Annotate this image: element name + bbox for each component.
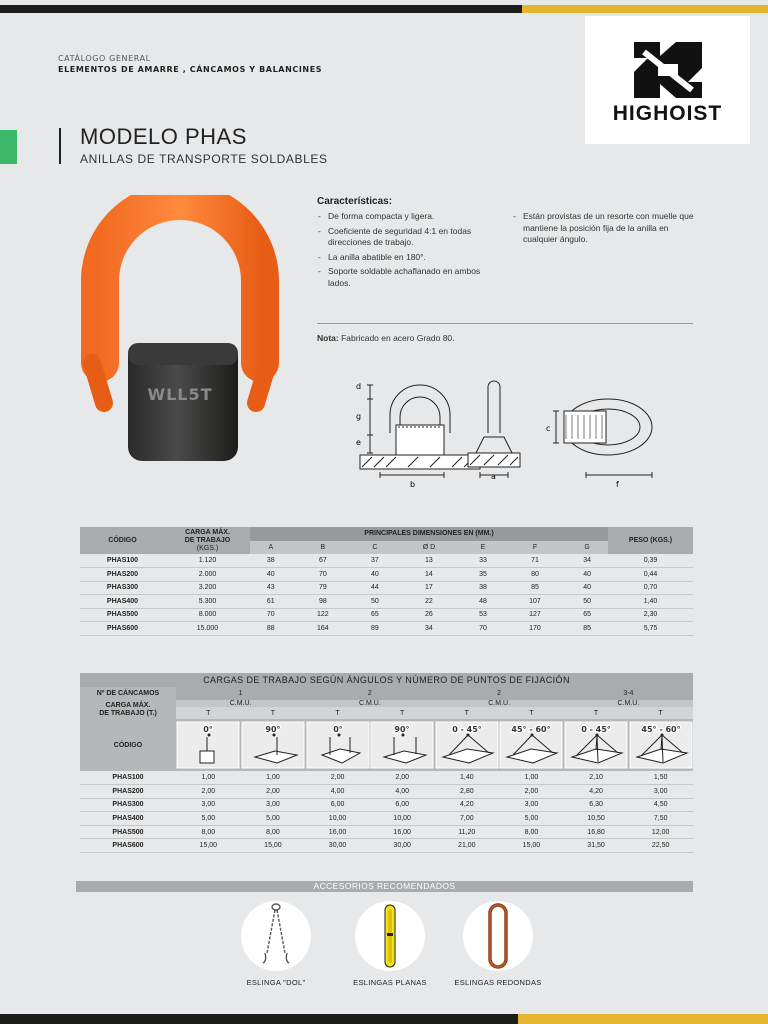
cell-load: 4,20: [564, 785, 629, 799]
cell-dim: 85: [566, 622, 608, 636]
angle-label: 90°: [265, 725, 281, 734]
cell-dim: 34: [566, 554, 608, 568]
col-weight: PESO (KGS.): [608, 527, 693, 554]
cell-load: 16,80: [564, 825, 629, 839]
cell-load: 15,00: [241, 839, 306, 853]
dim-col-f: F: [504, 541, 566, 555]
dim-label-e: e: [356, 438, 361, 447]
cell-weight: 0,44: [608, 568, 693, 582]
cell-dim: 35: [462, 568, 504, 582]
cell-dim: 22: [396, 595, 462, 609]
cmu-2: C.M.U.: [305, 700, 434, 707]
front-view: [360, 385, 480, 478]
cell-dim: 122: [292, 608, 354, 622]
cell-load: 1,00: [241, 771, 306, 785]
cell-code: PHAS400: [80, 595, 165, 609]
cell-dim: 34: [396, 622, 462, 636]
cell-load: 4,20: [435, 798, 500, 812]
cell-load: 2,00: [241, 785, 306, 799]
note-text: Fabricado en acero Grado 80.: [341, 333, 455, 343]
cell-dim: 50: [566, 595, 608, 609]
cell-load: 2.000: [165, 568, 250, 582]
cell-dim: 85: [504, 581, 566, 595]
catalog-line2: ELEMENTOS DE AMARRE , CÁNCAMOS Y BALANCINES: [58, 65, 323, 74]
angle-label: 0°: [332, 725, 343, 734]
cell-dim: 70: [462, 622, 504, 636]
unit-t: T: [241, 707, 306, 719]
cell-load: 3,00: [628, 785, 693, 799]
cell-dim: 67: [292, 554, 354, 568]
catalog-line1: CATÁLOGO GENERAL: [58, 54, 151, 63]
cell-load: 16,00: [370, 825, 435, 839]
count-1: 1: [176, 687, 305, 700]
angle-label: 90°: [394, 725, 410, 734]
cell-load: 4,00: [370, 785, 435, 799]
page-subtitle: ANILLAS DE TRANSPORTE SOLDABLES: [80, 152, 328, 166]
cell-dim: 61: [250, 595, 292, 609]
unit-t: T: [176, 707, 241, 719]
cell-dim: 40: [566, 568, 608, 582]
cell-weight: 0,39: [608, 554, 693, 568]
feature-item: - De forma compacta y ligera.: [318, 211, 498, 223]
side-view: [468, 381, 520, 478]
cell-code: PHAS400: [80, 812, 176, 826]
page-title: MODELO PHAS: [80, 124, 247, 149]
cell-dim: 13: [396, 554, 462, 568]
bottom-bar-accent: [518, 1014, 768, 1024]
cell-dim: 79: [292, 581, 354, 595]
cell-weight: 2,30: [608, 608, 693, 622]
cell-load: 31,50: [564, 839, 629, 853]
cell-dim: 48: [462, 595, 504, 609]
cell-load: 15,00: [499, 839, 564, 853]
dim-label-d: d: [356, 382, 362, 391]
cell-load: 2,80: [435, 785, 500, 799]
table-row: [80, 839, 693, 853]
cell-load: 22,50: [628, 839, 693, 853]
cell-load: 8,00: [499, 825, 564, 839]
loads-banner: CARGAS DE TRABAJO SEGÚN ÁNGULOS Y NÚMERO DE PUNTOS DE FIJACIÓN: [80, 673, 693, 687]
cell-load: 30,00: [370, 839, 435, 853]
cell-load: 3,00: [176, 798, 241, 812]
col-code: CÓDIGO: [80, 527, 165, 554]
row-label-count: Nº DE CÁNCAMOS: [80, 687, 176, 700]
feature-item: - Soporte soldable achaflanado en ambos lados.: [318, 266, 498, 289]
dim-col-c: C: [354, 541, 396, 555]
angle-pictogram: [305, 719, 370, 771]
cell-load: 8,00: [241, 825, 306, 839]
table-row: [80, 608, 693, 622]
cell-code: PHAS500: [80, 608, 165, 622]
table-row: [80, 785, 693, 799]
cell-code: PHAS100: [80, 771, 176, 785]
cell-code: PHAS300: [80, 581, 165, 595]
dim-col-b: B: [292, 541, 354, 555]
row-label-code: CÓDIGO: [80, 719, 176, 771]
cell-dim: 33: [462, 554, 504, 568]
col-load: [165, 527, 250, 554]
cell-load: 1.120: [165, 554, 250, 568]
table-row: [80, 825, 693, 839]
cell-weight: 1,40: [608, 595, 693, 609]
angle-pictogram: [499, 719, 564, 771]
cell-load: 5,00: [176, 812, 241, 826]
cell-dim: 107: [504, 595, 566, 609]
col-dimensions: PRINCIPALES DIMENSIONES EN (MM.): [250, 527, 608, 541]
cell-code: PHAS100: [80, 554, 165, 568]
cell-dim: 26: [396, 608, 462, 622]
angle-pictogram: [628, 719, 693, 771]
brand-name: HIGHOIST: [612, 102, 723, 125]
cell-dim: 89: [354, 622, 396, 636]
cell-dim: 50: [354, 595, 396, 609]
dim-label-b: b: [410, 480, 416, 489]
accessory-dol-sling[interactable]: [226, 901, 326, 987]
accessory-label: ESLINGAS PLANAS: [353, 978, 427, 987]
brand-logo: [585, 16, 750, 144]
cell-load: 10,00: [305, 812, 370, 826]
cell-load: 2,10: [564, 771, 629, 785]
cell-load: 2,00: [305, 771, 370, 785]
dim-col-e: E: [462, 541, 504, 555]
cell-dim: 127: [504, 608, 566, 622]
angle-label: 0°: [203, 725, 214, 734]
cell-load: 5,00: [241, 812, 306, 826]
note-divider: [317, 323, 693, 324]
cell-dim: 17: [396, 581, 462, 595]
dimension-diagram: [350, 375, 670, 494]
dim-col-g: G: [566, 541, 608, 555]
count-2a: 2: [305, 687, 434, 700]
note-label: Nota:: [317, 333, 339, 343]
table-row: [80, 595, 693, 609]
cell-load: 1,40: [435, 771, 500, 785]
cell-load: 15,00: [176, 839, 241, 853]
unit-t: T: [435, 707, 500, 719]
accessory-label: ESLINGA "DOL": [246, 978, 306, 987]
dimensions-table: [80, 527, 693, 636]
angle-label: 45° - 60°: [641, 725, 681, 734]
table-row: [80, 622, 693, 636]
cell-load: 8.000: [165, 608, 250, 622]
cmu-1: C.M.U.: [176, 700, 305, 707]
cell-code: PHAS600: [80, 839, 176, 853]
highoist-logo-icon: [630, 38, 706, 102]
cell-dim: 80: [504, 568, 566, 582]
cell-code: PHAS300: [80, 798, 176, 812]
cmu-3: C.M.U.: [435, 700, 564, 707]
cell-load: 4,00: [305, 785, 370, 799]
cell-code: PHAS200: [80, 785, 176, 799]
cell-load: 3.200: [165, 581, 250, 595]
cell-load: 30,00: [305, 839, 370, 853]
feature-item: - Están provistas de un resorte con muelle que mantiene la posición fija de la anilla en cualquier ángulo.: [513, 211, 698, 246]
cell-load: 1,00: [499, 771, 564, 785]
cell-load: 7,50: [628, 812, 693, 826]
cell-dim: 53: [462, 608, 504, 622]
cell-dim: 38: [250, 554, 292, 568]
angle-label: 0 - 45°: [581, 725, 611, 734]
cell-load: 1,00: [176, 771, 241, 785]
cell-dim: 98: [292, 595, 354, 609]
angle-pictogram: [564, 719, 629, 771]
catalog-header: [58, 53, 322, 75]
angle-pictogram: [241, 719, 306, 771]
unit-t: T: [499, 707, 564, 719]
col-load-line1: CARGA MÁX.: [185, 528, 230, 536]
dim-label-f: f: [616, 480, 619, 489]
cell-load: 6,30: [564, 798, 629, 812]
cell-code: PHAS200: [80, 568, 165, 582]
section-tab: [0, 130, 17, 164]
cell-load: 6,00: [370, 798, 435, 812]
cell-dim: 44: [354, 581, 396, 595]
cell-load: 4,50: [628, 798, 693, 812]
cell-load: 21,00: [435, 839, 500, 853]
accessory-round-sling[interactable]: [448, 901, 548, 987]
accessory-flat-sling[interactable]: [340, 901, 440, 987]
row-label-load: [80, 700, 176, 719]
features-list-1: [318, 211, 498, 292]
load-line2: DE TRABAJO (T.): [99, 709, 157, 717]
table-row: [80, 554, 693, 568]
unit-t: T: [305, 707, 370, 719]
cell-dim: 170: [504, 622, 566, 636]
cell-load: 5.300: [165, 595, 250, 609]
cell-dim: 40: [566, 581, 608, 595]
cell-dim: 164: [292, 622, 354, 636]
cell-load: 2,00: [370, 771, 435, 785]
angle-label: 45° - 60°: [511, 725, 552, 734]
cell-load: 11,20: [435, 825, 500, 839]
cell-dim: 65: [354, 608, 396, 622]
features-title: Características:: [317, 196, 393, 207]
cell-weight: 5,75: [608, 622, 693, 636]
top-bar: [0, 5, 768, 13]
cell-dim: 65: [566, 608, 608, 622]
col-load-line3: (KGS.): [196, 544, 219, 552]
working-loads-table: [80, 673, 693, 853]
dim-label-a: a: [491, 472, 496, 481]
table-row: [80, 771, 693, 785]
chain-sling-icon: [241, 901, 311, 971]
table-row: [80, 568, 693, 582]
angle-pictogram: [370, 719, 435, 771]
load-line1: CARGA MÁX.: [105, 701, 151, 709]
product-stamp: WLL5T: [147, 385, 213, 404]
cell-load: 16,00: [305, 825, 370, 839]
round-sling-icon: [463, 901, 533, 971]
cell-load: 2,00: [499, 785, 564, 799]
cell-dim: 38: [462, 581, 504, 595]
angle-pictogram: [435, 719, 500, 771]
angle-pictogram: [176, 719, 241, 771]
title-rule: [59, 128, 61, 164]
dim-col-d: Ø D: [396, 541, 462, 555]
feature-item: - La anilla abatible en 180°.: [318, 252, 498, 264]
note: [317, 333, 455, 343]
dim-label-g: g: [356, 412, 362, 421]
unit-t: T: [370, 707, 435, 719]
cell-load: 1,50: [628, 771, 693, 785]
dim-col-a: A: [250, 541, 292, 555]
features-list-2: [513, 211, 698, 249]
top-view: [553, 399, 652, 478]
cell-load: 12,00: [628, 825, 693, 839]
accessories-banner: ACCESORIOS RECOMENDADOS: [76, 881, 693, 892]
angle-label: 0 - 45°: [452, 725, 482, 734]
cell-load: 15.000: [165, 622, 250, 636]
bottom-bar: [0, 1014, 768, 1024]
cell-dim: 88: [250, 622, 292, 636]
cell-dim: 40: [250, 568, 292, 582]
table-row: [80, 581, 693, 595]
cell-load: 6,00: [305, 798, 370, 812]
count-3-4: 3-4: [564, 687, 693, 700]
cell-load: 10,00: [370, 812, 435, 826]
dim-label-c: c: [546, 424, 551, 433]
cell-dim: 40: [354, 568, 396, 582]
cell-load: 5,00: [499, 812, 564, 826]
cell-code: PHAS600: [80, 622, 165, 636]
count-2b: 2: [435, 687, 564, 700]
cell-dim: 70: [250, 608, 292, 622]
cell-weight: 0,70: [608, 581, 693, 595]
col-load-line2: DE TRABAJO: [184, 536, 231, 544]
cell-dim: 14: [396, 568, 462, 582]
cmu-4: C.M.U.: [564, 700, 693, 707]
cell-load: 8,00: [176, 825, 241, 839]
table-row: [80, 798, 693, 812]
cell-load: 3,00: [241, 798, 306, 812]
cell-dim: 37: [354, 554, 396, 568]
unit-t: T: [564, 707, 629, 719]
feature-item: - Coeficiente de seguridad 4:1 en todas direcciones de trabajo.: [318, 226, 498, 249]
product-image: [74, 195, 286, 471]
cell-load: 2,00: [176, 785, 241, 799]
top-bar-accent: [522, 5, 768, 13]
cell-load: 3,00: [499, 798, 564, 812]
flat-sling-icon: [355, 901, 425, 971]
table-row: [80, 812, 693, 826]
accessory-label: ESLINGAS REDONDAS: [454, 978, 542, 987]
cell-dim: 70: [292, 568, 354, 582]
cell-dim: 71: [504, 554, 566, 568]
cell-code: PHAS500: [80, 825, 176, 839]
unit-t: T: [628, 707, 693, 719]
cell-load: 10,50: [564, 812, 629, 826]
cell-dim: 43: [250, 581, 292, 595]
cell-load: 7,00: [435, 812, 500, 826]
